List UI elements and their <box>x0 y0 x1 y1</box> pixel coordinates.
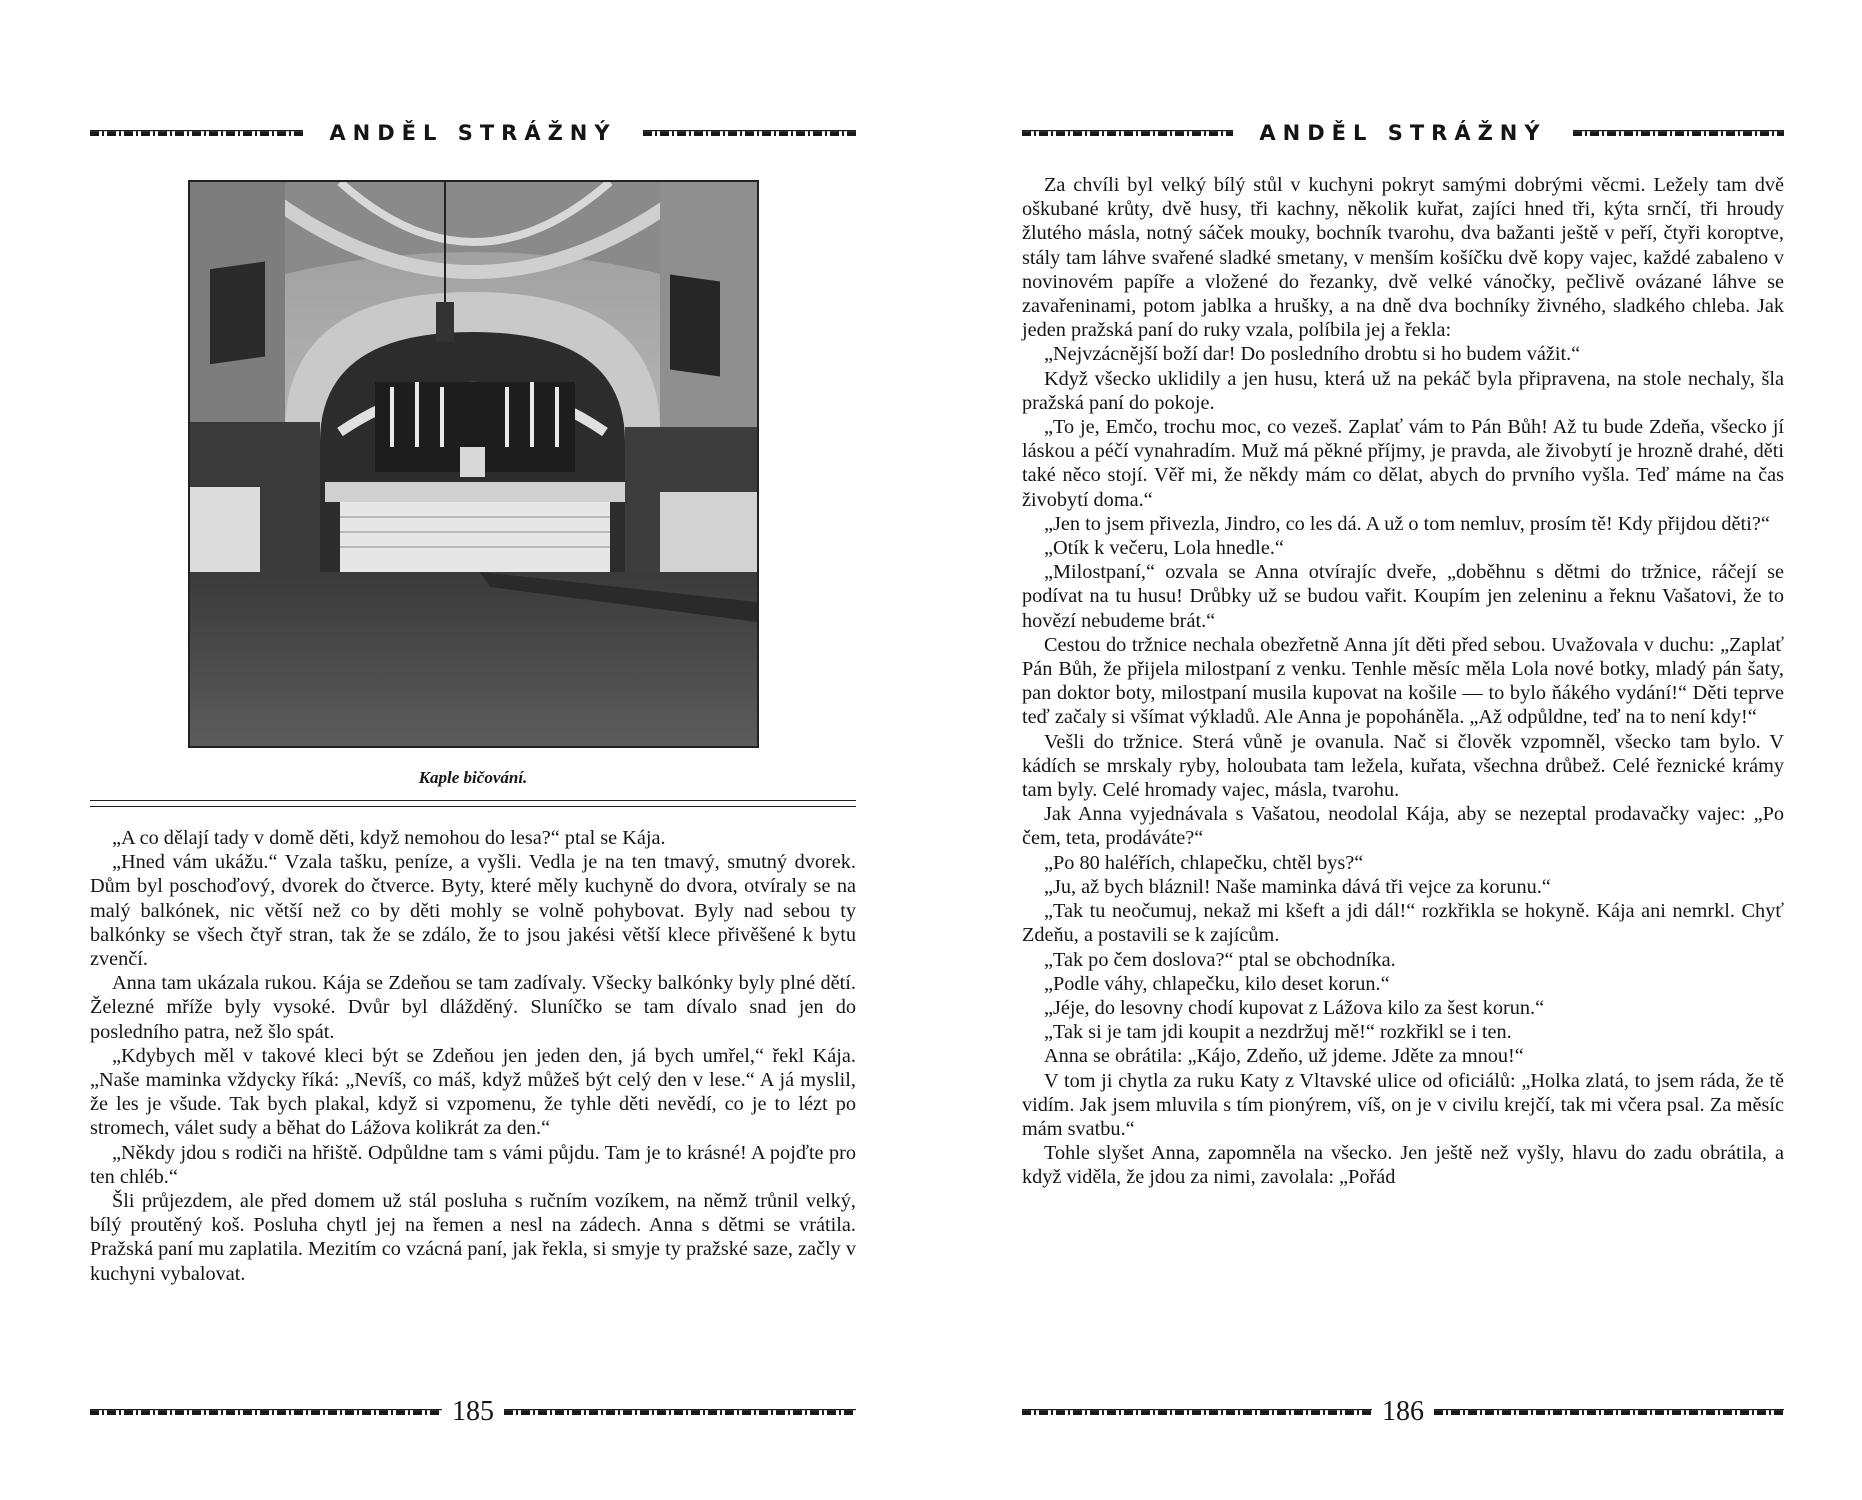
page-footer <box>1022 1396 1784 1428</box>
paragraph: Šli průjezdem, ale před domem už stál posluha s ručním vozíkem, na němž trůnil velký, bílý proutěný koš. Posluha chytl jej na řemen a nesl na zádech. Anna s dětmi se vrátila. Pražská paní mu zaplatila. Mezitím co vzácná paní, jak řekla, si smyje ty pražské saze, začly v kuchyni vybalovat. <box>90 1190 856 1285</box>
paragraph: „Tak tu neočumuj, nekaž mi kšeft a jdi dál!“ rozkřikla se hokyně. Kája ani nemrkl. Chyť Zdeňu, a postavili se k zajícům. <box>1022 900 1784 947</box>
header-title: ANDĚL STRÁŽNÝ <box>329 121 617 145</box>
paragraph: Anna tam ukázala rukou. Kája se Zdeňou se tam zadívaly. Všecky balkónky byly plné dětí. Železné mříže byly vysoké. Dvůr byl dlážděný. Sluníčko se tam dívalo snad jen do posledního patra, než šlo spát. <box>90 972 856 1043</box>
running-header <box>1022 118 1784 148</box>
paragraph: „Kdybych měl v takové kleci být se Zdeňou jen jeden den, já bych umřel,“ řekl Kája. „Naše maminka vždycky říká: „Nevíš, co máš, když můžeš být celý den v lese.“ A já myslil, že les je všude. Tak bych plakal, když si vzpomenu, že tyhle děti nevědí, co je to lézt po stromech, válet sudy a běhat do Lážova kolikrát za den.“ <box>90 1044 856 1140</box>
header-ornament-right <box>643 130 856 136</box>
paragraph: Tohle slyšet Anna, zapomněla na všecko. Jen ještě než vyšly, hlavu do zadu obrátila, a když viděla, že jdou za nimi, zavolala: „Pořád <box>1022 1142 1784 1189</box>
paragraph: „Tak po čem doslova?“ ptal se obchodníka. <box>1044 948 1396 971</box>
paragraph: „Nejvzácnější boží dar! Do posledního drobtu si ho budem vážit.“ <box>1044 343 1581 366</box>
header-ornament-right <box>1573 130 1784 136</box>
paragraph: „Jen to jsem přivezla, Jindro, co les dá. A už o tom nemluv, prosím tě! Kdy přijdou děti?“ <box>1044 512 1770 535</box>
paragraph: Za chvíli byl velký bílý stůl v kuchyni pokryt samými dobrými věcmi. Ležely tam dvě oškubané krůty, dvě husy, tři kachny, několik kuřat, zajíci hned tři, kýta srnčí, tři hroudy žlutého másla, notný sáček mouky, bochník tvarohu, dva bažanti ještě v peří, čtyři koroptve, stály tam láhve svařené sladké smetany, v menším košíčku dvě kopy vajec, každé zabaleno v novinovém papíře a vložené do řezanky, dvě velké vánočky, pečlivě ovázané láhve se zavařeninami, potom jablka a hrušky, a na dně dva bochníky živného, sladkého chleba. Jak jeden pražská paní do ruky vzala, políbila jej a řekla: <box>1022 174 1784 342</box>
right-page <box>1022 0 1784 1500</box>
page-number: 186 <box>1382 1396 1424 1427</box>
paragraph: „To je, Emčo, trochu moc, co vezeš. Zaplať vám to Pán Bůh! Až tu bude Zdeňa, všecko jí láskou a péčí vynahradím. Muž má pěkné příjmy, je pravda, ale živobytí je hrozně drahé, děti také něco stojí. Věř mi, že někdy mám co dělat, abych do prvního vyšla. Teď máme na čas živobytí doma.“ <box>1022 416 1784 511</box>
header-ornament-left <box>90 130 303 136</box>
left-page <box>90 0 856 1500</box>
paragraph: V tom ji chytla za ruku Katy z Vltavské ulice od oficiálů: „Holka zlatá, to jsem ráda, že tě vidím. Jak jsem mluvila s tím pionýrem, víš, on je v civilu krejčí, tak mi včera psal. Za měsíc mám svatbu.“ <box>1022 1069 1784 1140</box>
photo-caption: Kaple bičování. <box>418 768 528 787</box>
paragraph: Vešli do tržnice. Sterá vůně je ovanula. Nač si člověk vzpomněl, všecko tam bylo. V kádích se mrskaly ryby, holoubata tam ležela, kuřata, všechna drůbež. Celé řeznické krámy tam byly. Celé hromady vajec, másla, tvarohu. <box>1022 730 1784 802</box>
paragraph: Jak Anna vyjednávala s Vašatou, neodolal Kája, aby se nezeptal prodavačky vajec: „Po čem, teta, prodáváte?“ <box>1022 803 1784 850</box>
page-footer <box>90 1396 856 1428</box>
paragraph: „Někdy jdou s rodiči na hřiště. Odpůldne tam s vámi půjdu. Tam je to krásné! A pojďte pro ten chléb.“ <box>90 1141 856 1188</box>
page-number: 185 <box>452 1396 494 1427</box>
header-title: ANDĚL STRÁŽNÝ <box>1259 121 1547 145</box>
paragraph: Anna se obrátila: „Kájo, Zdeňo, už jdeme. Jděte za mnou!“ <box>1044 1045 1524 1068</box>
paragraph: Cestou do tržnice nechala obezřetně Anna jít děti před sebou. Uvažovala v duchu: „Zaplať Pán Bůh, že přijela milostpaní z venku. Tenhle měsíc měla Lola nové botky, mladý pán šaty, pan doktor boty, milostpaní musila kupovat na košile — to bylo ňákého vydání!“ Děti teprve teď začaly si všímat výkladů. Ale Anna je popoháněla. „Až odpůldne, teď na to není kdy!“ <box>1022 633 1784 729</box>
paragraph: „A co dělají tady v domě děti, když nemohou do lesa?“ ptal se Kája. <box>112 827 666 849</box>
right-body-text <box>1022 173 1784 1190</box>
paragraph: „Otík k večeru, Lola hnedle.“ <box>1044 537 1284 560</box>
footer-ornament-right <box>1434 1409 1784 1415</box>
paragraph: „Jéje, do lesovny chodí kupovat z Lážova kilo za šest korun.“ <box>1044 996 1545 1019</box>
chapel-photo-illustration <box>190 182 757 746</box>
running-header <box>90 118 856 148</box>
paragraph: „Milostpaní,“ ozvala se Anna otvírajíc dveře, „doběhnu s dětmi do tržnice, ráčejí se podívat na tu husu! Drůbky už se budou vařit. Koupím jen zeleninu a řeknu Vašatovi, že to hovězí nebudeme brát.“ <box>1022 561 1784 632</box>
paragraph: „Podle váhy, chlapečku, kilo deset korun.“ <box>1044 972 1390 995</box>
caption-rule-lower <box>90 806 856 807</box>
paragraph: „Po 80 haléřích, chlapečku, chtěl bys?“ <box>1044 851 1364 874</box>
paragraph: „Ju, až bych bláznil! Naše maminka dává tři vejce za korunu.“ <box>1044 875 1551 898</box>
footer-ornament-left <box>1022 1409 1372 1415</box>
footer-ornament-left <box>90 1409 442 1415</box>
header-ornament-left <box>1022 130 1233 136</box>
left-body-text <box>90 826 856 1286</box>
chapel-photograph <box>188 180 759 748</box>
caption-rule-upper <box>90 800 856 801</box>
paragraph: „Hned vám ukážu.“ Vzala tašku, peníze, a vyšli. Vedla je na ten tmavý, smutný dvorek. Dům byl poschoďový, dvorek do čtverce. Byty, které měly kuchyně do dvora, otvíraly se na malý balkónek, nic větší než co by děti mohly se volně pohybovat. Byly nad sebou ty balkónky se všech čtyř stran, tak že se zdálo, že to jsou jakési větší klece přivěšené k bytu zvenčí. <box>90 851 856 971</box>
footer-ornament-right <box>504 1409 856 1415</box>
paragraph: Když všecko uklidily a jen husu, která už na pekáč byla připravena, na stole nechaly, šla pražská paní do pokoje. <box>1022 367 1784 414</box>
paragraph: „Tak si je tam jdi koupit a nezdržuj mě!“ rozkřikl se i ten. <box>1044 1021 1512 1044</box>
